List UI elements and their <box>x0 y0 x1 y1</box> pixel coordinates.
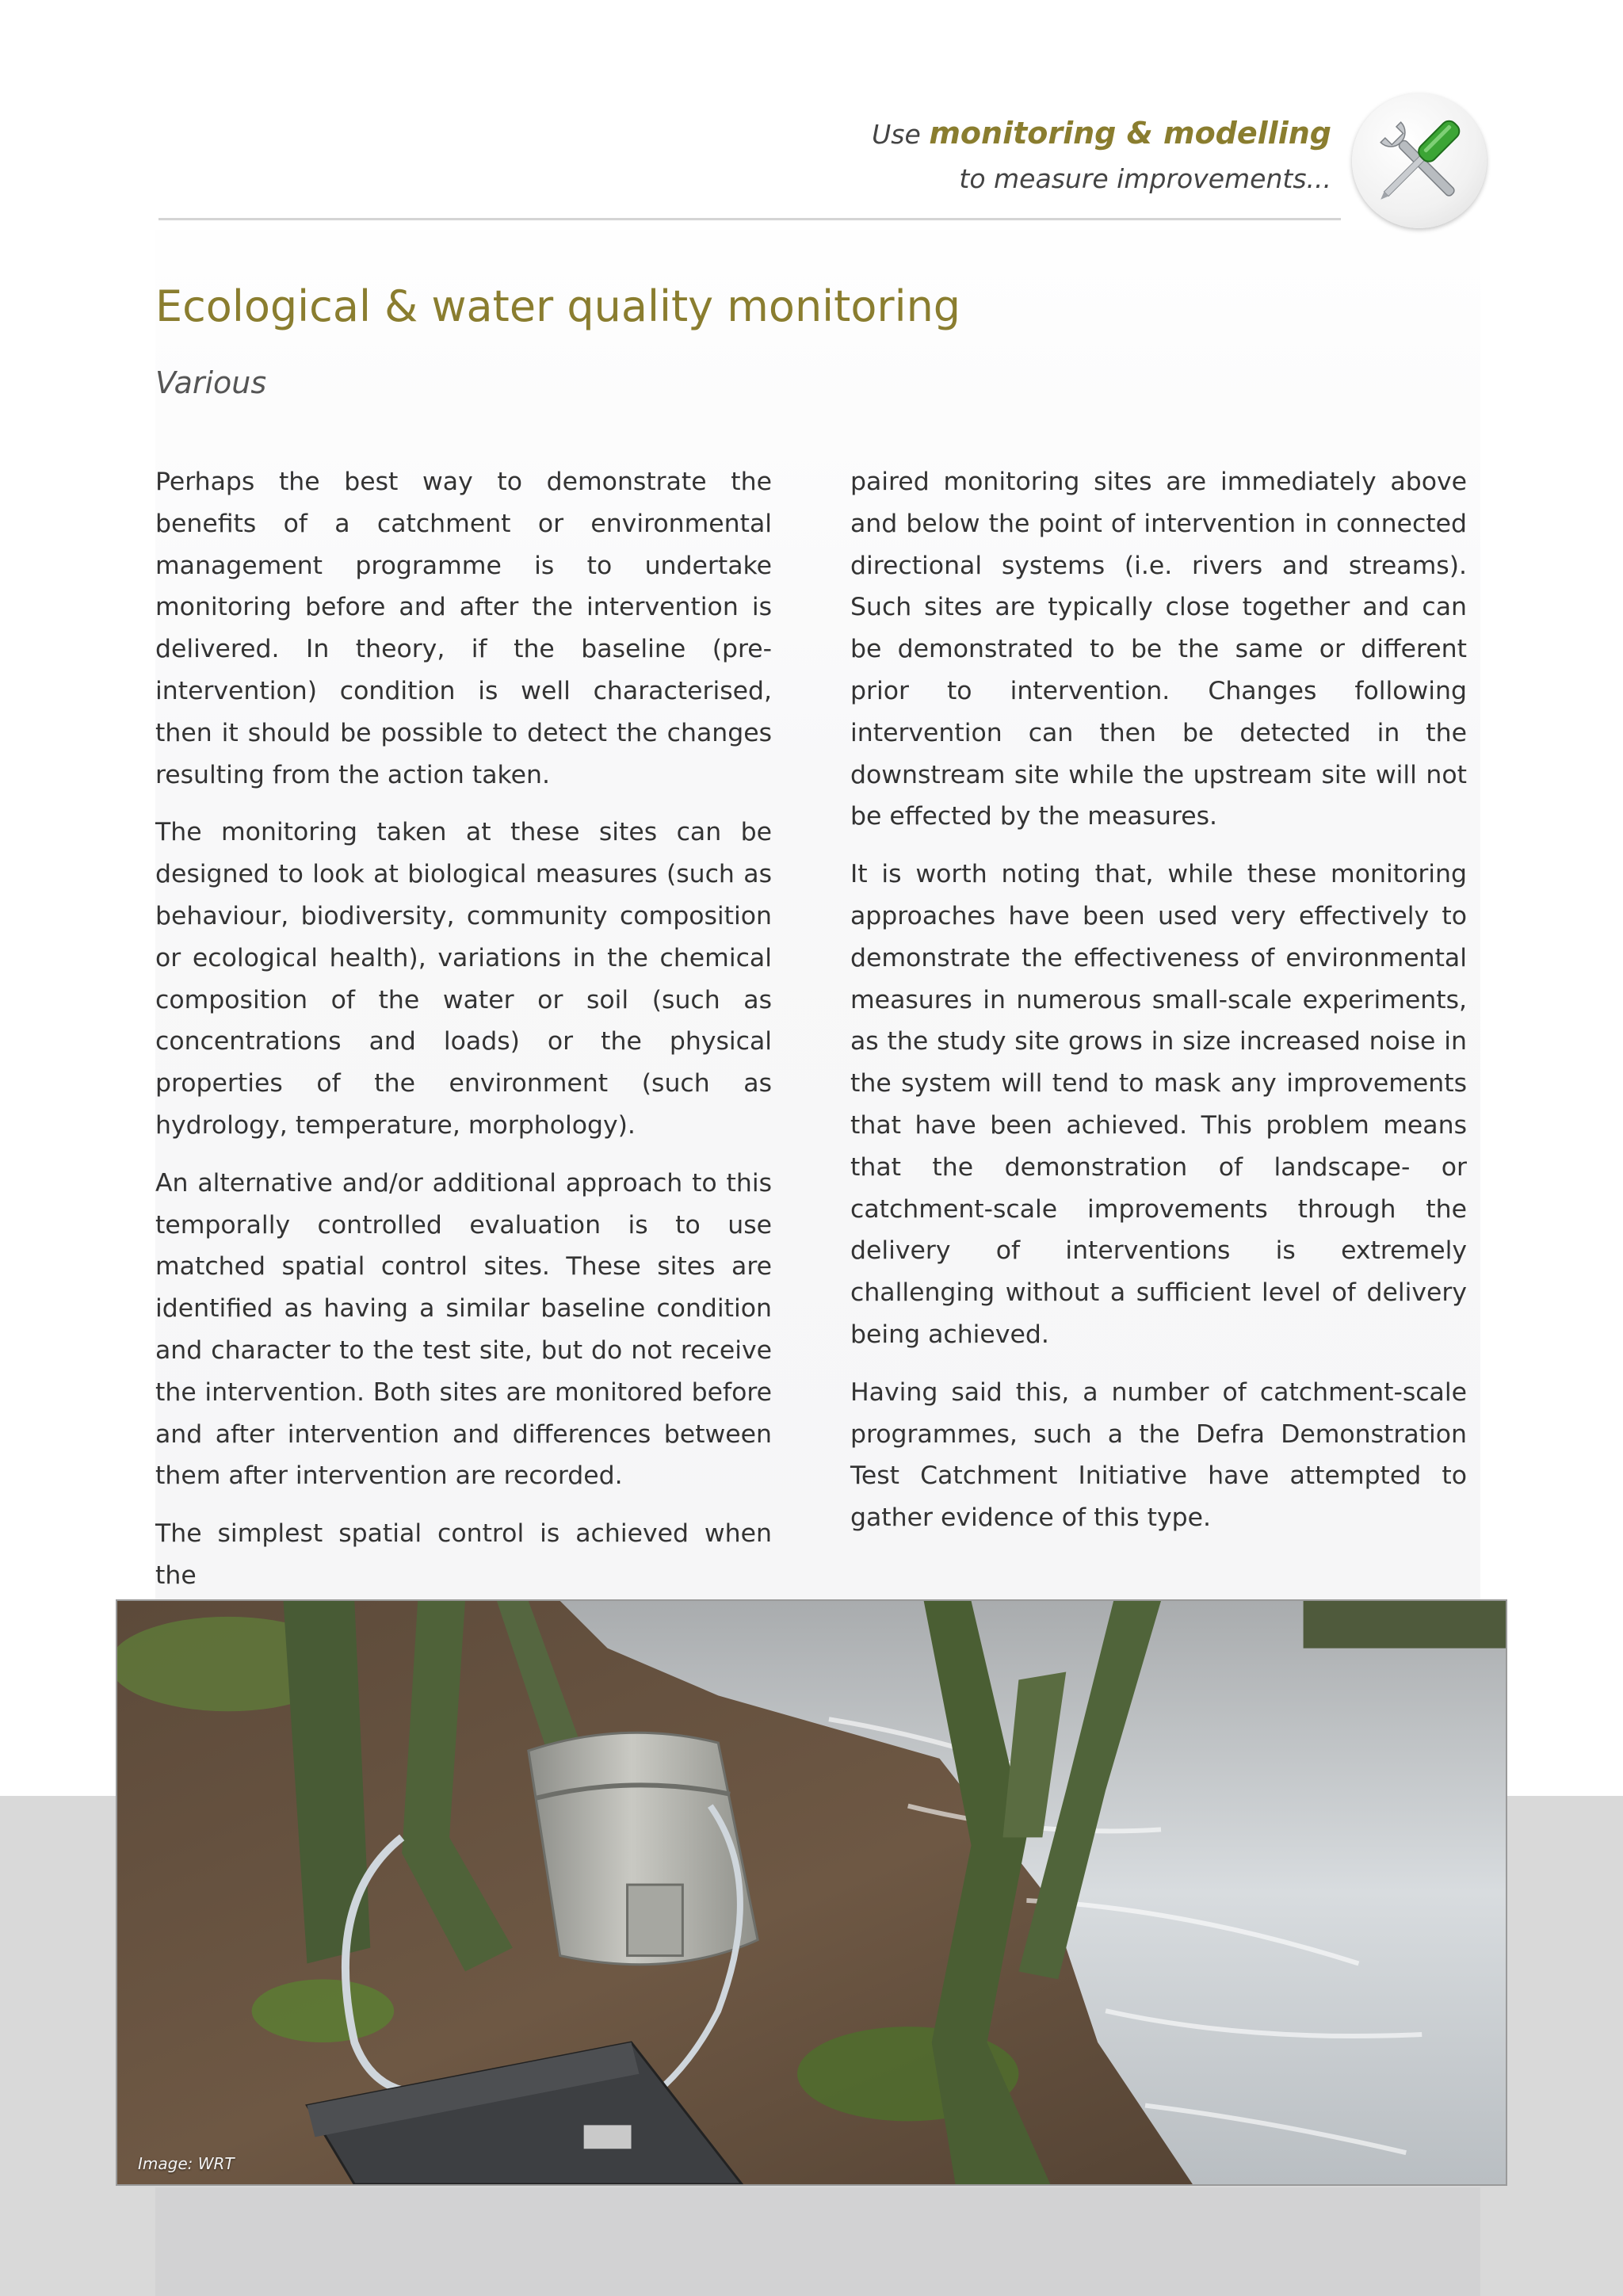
paragraph: Perhaps the best way to demonstrate the benefits of a catchment or environmental management programme is to undertake monitoring before and after the intervention is delivered. In theory, if the baseline (pre-intervention) condition is well characterised, then it should be possible to detect the changes resulting from the action taken. <box>155 468 772 789</box>
riverbank-illustration <box>117 1601 1506 2184</box>
tagline-line-2: to measure improvements... <box>959 163 1331 194</box>
paragraph: paired monitoring sites are immediately above and below the point of intervention in connected directional systems (i.e. rivers and streams). Such sites are typically close together and can be demonstrated to be the same or different prior to intervention. Changes following intervention can then be detected in the downstream site while the upstream site will not be effected by the measures. <box>850 468 1467 831</box>
tagline-line-1 <box>872 111 1331 157</box>
paragraph: An alternative and/or additional approach to this temporally controlled evaluation is to use matched spatial control sites. These sites are identified as having a similar baseline condition and character to the test site, but do not receive the intervention. Both sites are monitored before and after intervention and differences between them after intervention are recorded. <box>155 1168 772 1491</box>
page-subtitle: Various <box>155 365 267 400</box>
content-panel-lower <box>155 2187 1480 2296</box>
riverbank-photo <box>116 1599 1507 2186</box>
body-column-left <box>155 461 772 1613</box>
paragraph: The simplest spatial control is achieved when the <box>155 1519 772 1590</box>
photo-credit: Image: WRT <box>138 2154 235 2173</box>
paragraph: Having said this, a number of catchment-scale programmes, such a the Defra Demonstration Test Catchment Initiative have attempted to gather evidence of this type. <box>850 1377 1467 1533</box>
wrench-screwdriver-icon <box>1352 94 1487 228</box>
paragraph: The monitoring taken at these sites can be designed to look at biological measures (such as behaviour, biodiversity, community composition or ecological health), variations in the chemical composition of the water or soil (such as concentrations and loads) or the physical properties of the environment (such as hydrology, temperature, morphology). <box>155 818 772 1140</box>
tagline-accent: monitoring & modelling <box>929 116 1331 151</box>
header-tagline <box>872 111 1331 201</box>
body-column-right <box>850 461 1467 1555</box>
tagline-prefix: Use <box>872 119 921 150</box>
header-divider <box>158 218 1341 220</box>
page-title: Ecological & water quality monitoring <box>155 281 961 331</box>
paragraph: It is worth noting that, while these monitoring approaches have been used very effectively to demonstrate the effectiveness of environmental measures in numerous small-scale experiments, as the study site grows in size increased noise in the system will tend to mask any improvements that have been achieved. This problem means that the demonstration of landscape- or catchment-scale improvements through the delivery of interventions is extremely challenging without a sufficient level of delivery being achieved. <box>850 860 1467 1349</box>
tools-badge <box>1352 94 1487 228</box>
